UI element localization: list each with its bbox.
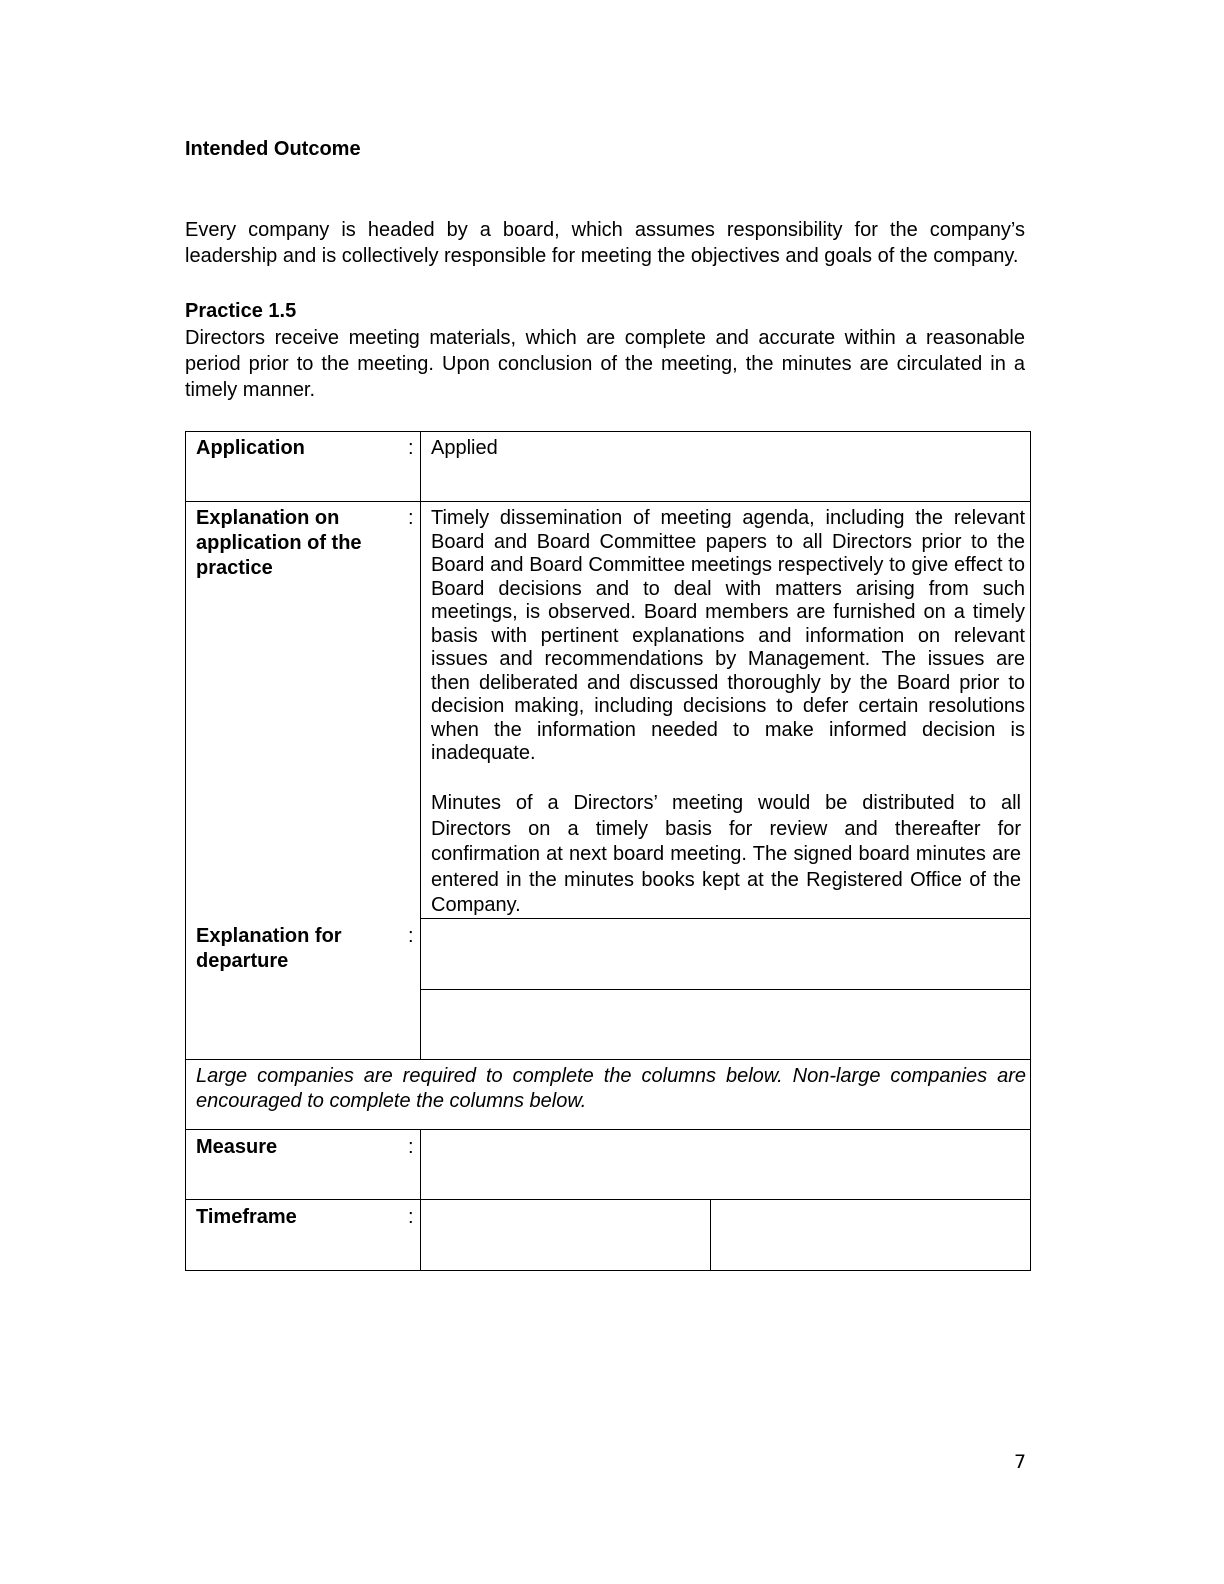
timeframe-colon: :: [408, 1206, 414, 1228]
table-divider: [185, 1059, 1031, 1060]
explanation-paragraph-2: Minutes of a Directors’ meeting would be distributed to all Directors on a timely basis for review and thereafter for confirmation at next board meeting. The signed board minutes are entered in the minutes books kept at the Registered Office of the Company.: [431, 792, 1021, 916]
large-companies-note: Large companies are required to complete the columns below. Non-large companies are encouraged to complete the columns below.: [196, 1065, 1026, 1112]
application-label: Application: [196, 437, 305, 459]
table-border-right: [1030, 431, 1031, 1271]
practice-title: Practice 1.5: [185, 300, 297, 322]
departure-colon: :: [408, 925, 414, 947]
explanation-label: Explanation on application of the practice: [196, 507, 362, 579]
section-title: Intended Outcome: [185, 138, 361, 160]
timeframe-column-divider: [710, 1199, 711, 1271]
table-divider: [420, 989, 1031, 990]
table-divider: [185, 501, 1031, 502]
application-colon: :: [408, 437, 414, 459]
table-divider: [185, 1199, 1031, 1200]
table-divider: [185, 1129, 1031, 1130]
practice-description: Directors receive meeting materials, which are complete and accurate within a reasonable period prior to the meeting. Upon conclusion of the meeting, the minutes are circulated in a timely manner.: [185, 327, 1025, 401]
application-value: Applied: [431, 437, 498, 459]
table-border-top: [185, 431, 1031, 432]
explanation-colon: :: [408, 507, 414, 529]
table-border-left: [185, 431, 186, 1271]
departure-label: Explanation for departure: [196, 925, 342, 972]
timeframe-label: Timeframe: [196, 1206, 297, 1228]
table-column-divider: [420, 1129, 421, 1271]
intended-outcome-text: Every company is headed by a board, which assumes responsibility for the company’s leadership and is collectively responsible for meeting the objectives and goals of the company.: [185, 219, 1025, 267]
page-number: 7: [1014, 1451, 1027, 1473]
explanation-paragraph-1: Timely dissemination of meeting agenda, including the relevant Board and Board Committee papers to all Directors prior to the Board and Board Committee meetings respectively to give effect to Board decisions and to deal with matters arising from such meetings, is observed. Board members are furnished on a timely basis with pertinent explanations and information on relevant issues and recommendations by Management. The issues are then deliberated and discussed thoroughly by the Board prior to decision making, including decisions to defer certain resolutions when the information needed to make informed decision is inadequate.: [431, 507, 1025, 764]
table-border-bottom: [185, 1270, 1031, 1271]
measure-colon: :: [408, 1136, 414, 1158]
measure-label: Measure: [196, 1136, 278, 1158]
table-column-divider: [420, 431, 421, 1060]
